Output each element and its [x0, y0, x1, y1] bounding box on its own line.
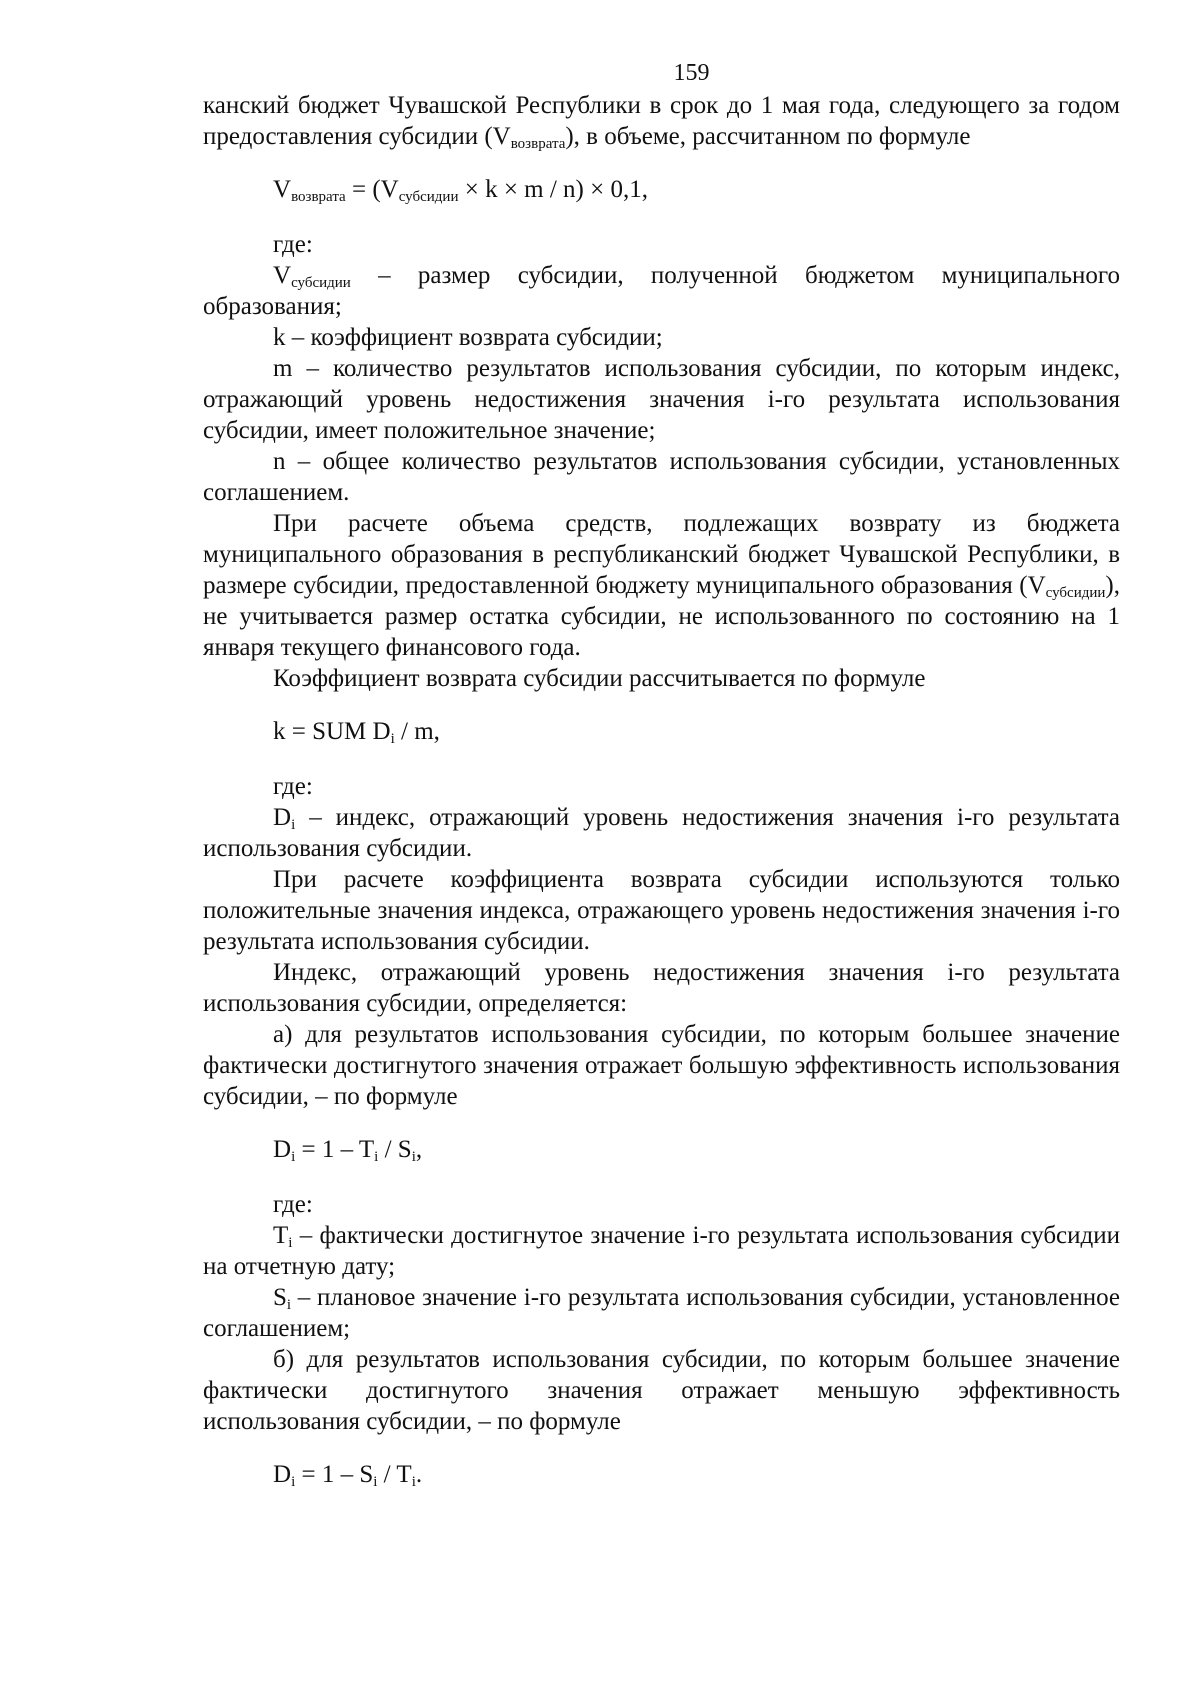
where-label: где: — [273, 773, 313, 800]
paragraph-positive-values: При расчете коэффициента возврата субсидии используются только положительные значения индекса, отражающего уровень недостижения значения i-го результата использования субсидии. — [203, 866, 1120, 955]
definition-t: $T_i$ – фактически достигнутое значение i-го результата использования субсидии на отчетную дату; — [203, 1222, 1120, 1280]
where-label: где: — [273, 1191, 313, 1218]
formula-coefficient: k = SUM $D_i$ / m, — [273, 718, 440, 747]
where-label: где: — [273, 231, 313, 258]
paragraph-return-deadline: канский бюджет Чувашской Республики в срок до 1 мая года, следующего за годом предоставления субсидии $(V_{возврата})$, в объеме, рассчитанном по формуле — [203, 92, 1120, 152]
definition-s: $S_i$ – плановое значение i-го результата использования субсидии, установленное соглашением; — [203, 1284, 1120, 1342]
paragraph-calculation-note: При расчете объема средств, подлежащих возврату из бюджета муниципального образования в республиканский бюджет Чувашской Республики, в размере субсидии, предоставленной бюджету муниципального образования $(V_{субсидии})$, не учитывается размер остатка субсидии, не использованного по состоянию на 1 января текущего финансового года. — [203, 510, 1120, 661]
formula-index-b: $D_i = 1 - S_i / T_i$. — [273, 1461, 423, 1490]
paragraph-coefficient-intro: Коэффициент возврата субсидии рассчитывается по формуле — [273, 665, 926, 692]
definition-n: n – общее количество результатов использования субсидии, установленных соглашением. — [203, 448, 1120, 506]
paragraph-index-definition: Индекс, отражающий уровень недостижения значения i-го результата использования субсидии, определяется: — [203, 959, 1120, 1017]
formula-return-volume: $V_{возврата} = (V_{субсидии} \times k \times m / n) \times 0,1$, — [273, 176, 648, 205]
definition-d: $D_i$ – индекс, отражающий уровень недостижения значения i-го результата использования субсидии. — [203, 804, 1120, 862]
paragraph-case-a: а) для результатов использования субсидии, по которым большее значение фактически достигнутого значения отражает большую эффективность использования субсидии, – по формуле — [203, 1021, 1120, 1110]
formula-index-a: $D_i = 1 - T_i / S_i$, — [273, 1136, 423, 1165]
definition-v-subsidy: $V_{субсидии}$ – размер субсидии, полученной бюджетом муниципального образования; — [203, 262, 1120, 320]
definition-m: m – количество результатов использования субсидии, по которым индекс, отражающий уровень недостижения значения i-го результата использования субсидии, имеет положительное значение; — [203, 355, 1120, 444]
paragraph-case-b: б) для результатов использования субсидии, по которым большее значение фактически достигнутого значения отражает меньшую эффективность использования субсидии, – по формуле — [203, 1346, 1120, 1435]
definition-k: k – коэффициент возврата субсидии; — [273, 324, 663, 351]
page-number: 159 — [673, 60, 710, 86]
document-page — [203, 58, 1120, 1514]
